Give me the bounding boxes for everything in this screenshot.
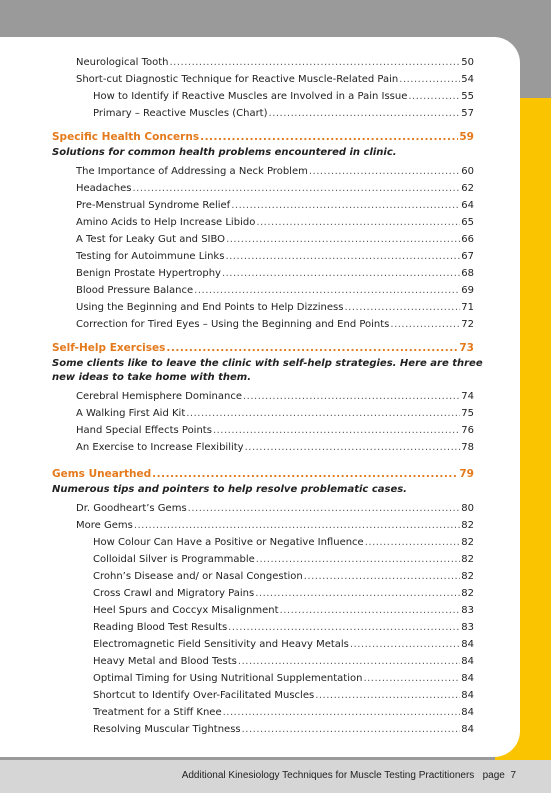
entry-title: Self-Help Exercises bbox=[52, 342, 166, 354]
dot-leader bbox=[231, 199, 460, 213]
entry-title: Benign Prostate Hypertrophy bbox=[76, 268, 221, 279]
entry-page-number: 57 bbox=[461, 108, 474, 119]
dot-leader bbox=[399, 73, 460, 87]
entry-page-number: 74 bbox=[461, 391, 474, 402]
entry-title: Pre-Menstrual Syndrome Relief bbox=[76, 200, 231, 211]
dot-leader bbox=[269, 107, 461, 121]
dot-leader bbox=[255, 587, 460, 601]
toc-entry[interactable] bbox=[93, 587, 474, 601]
dot-leader bbox=[344, 301, 460, 315]
section-description: Solutions for common health problems encountered in clinic. bbox=[52, 147, 397, 158]
entry-title: Electromagnetic Field Sensitivity and Heavy Metals bbox=[93, 639, 349, 650]
entry-title: A Walking First Aid Kit bbox=[76, 408, 186, 419]
entry-page-number: 62 bbox=[461, 183, 474, 194]
entry-page-number: 84 bbox=[461, 639, 474, 650]
entry-page-number: 67 bbox=[461, 251, 474, 262]
toc-entry[interactable] bbox=[93, 553, 474, 567]
toc-entry[interactable] bbox=[76, 390, 474, 404]
toc-entry[interactable] bbox=[76, 267, 474, 281]
toc-entry[interactable] bbox=[76, 502, 474, 516]
entry-page-number: 84 bbox=[461, 656, 474, 667]
entry-title: Short-cut Diagnostic Technique for Reactive Muscle-Related Pain bbox=[76, 74, 399, 85]
dot-leader bbox=[363, 672, 460, 686]
toc-entry[interactable] bbox=[76, 250, 474, 264]
dot-leader bbox=[238, 655, 460, 669]
entry-page-number: 59 bbox=[459, 131, 474, 143]
toc-entry[interactable] bbox=[93, 621, 474, 635]
dot-leader bbox=[166, 341, 458, 355]
dot-leader bbox=[256, 553, 461, 567]
entry-title: Treatment for a Stiff Knee bbox=[93, 707, 222, 718]
entry-page-number: 84 bbox=[461, 673, 474, 684]
toc-entry[interactable] bbox=[93, 638, 474, 652]
entry-title: Specific Health Concerns bbox=[52, 131, 200, 143]
entry-title: Headaches bbox=[76, 183, 132, 194]
entry-page-number: 83 bbox=[461, 605, 474, 616]
dot-leader bbox=[222, 267, 460, 281]
dot-leader bbox=[280, 604, 461, 618]
toc-entry[interactable] bbox=[76, 284, 474, 298]
footer-page-label: page bbox=[482, 770, 505, 781]
entry-page-number: 71 bbox=[461, 302, 474, 313]
entry-title: Hand Special Effects Points bbox=[76, 425, 212, 436]
toc-entry[interactable] bbox=[93, 570, 474, 584]
dot-leader bbox=[134, 519, 460, 533]
dot-leader bbox=[245, 441, 461, 455]
dot-leader bbox=[256, 216, 460, 230]
toc-entry[interactable] bbox=[93, 706, 474, 720]
entry-title: An Exercise to Increase Flexibility bbox=[76, 442, 244, 453]
entry-page-number: 64 bbox=[461, 200, 474, 211]
entry-page-number: 84 bbox=[461, 690, 474, 701]
entry-title: A Test for Leaky Gut and SIBO bbox=[76, 234, 226, 245]
entry-title: How Colour Can Have a Positive or Negative Influence bbox=[93, 537, 364, 548]
entry-page-number: 78 bbox=[461, 442, 474, 453]
entry-page-number: 73 bbox=[459, 342, 474, 354]
entry-page-number: 65 bbox=[461, 217, 474, 228]
dot-leader bbox=[213, 424, 460, 438]
dot-leader bbox=[243, 390, 460, 404]
toc-entry[interactable] bbox=[76, 216, 474, 230]
entry-title: Correction for Tired Eyes – Using the Beginning and End Points bbox=[76, 319, 390, 330]
dot-leader bbox=[350, 638, 460, 652]
dot-leader bbox=[228, 621, 460, 635]
toc-entry[interactable] bbox=[93, 90, 474, 104]
entry-page-number: 76 bbox=[461, 425, 474, 436]
toc-entry[interactable] bbox=[76, 56, 474, 70]
toc-entry[interactable] bbox=[76, 301, 474, 315]
toc-entry[interactable] bbox=[93, 536, 474, 550]
dot-leader bbox=[226, 233, 460, 247]
dot-leader bbox=[309, 165, 460, 179]
toc-entry[interactable] bbox=[93, 107, 474, 121]
entry-title: More Gems bbox=[76, 520, 133, 531]
footer-book-title: Additional Kinesiology Techniques for Muscle Testing Practitioners bbox=[181, 770, 475, 781]
section-heading[interactable] bbox=[52, 341, 474, 355]
entry-title: Amino Acids to Help Increase Libido bbox=[76, 217, 256, 228]
dot-leader bbox=[188, 502, 461, 516]
toc-entry[interactable] bbox=[76, 441, 474, 455]
dot-leader bbox=[200, 130, 458, 144]
toc-entry[interactable] bbox=[76, 519, 474, 533]
entry-page-number: 60 bbox=[461, 166, 474, 177]
entry-title: Using the Beginning and End Points to Help Dizziness bbox=[76, 302, 344, 313]
entry-page-number: 75 bbox=[461, 408, 474, 419]
dot-leader bbox=[242, 723, 461, 737]
section-heading[interactable] bbox=[52, 467, 474, 481]
entry-page-number: 79 bbox=[459, 468, 474, 480]
entry-page-number: 50 bbox=[461, 57, 474, 68]
dot-leader bbox=[223, 706, 461, 720]
entry-title: Shortcut to Identify Over-Facilitated Muscles bbox=[93, 690, 315, 701]
footer-text bbox=[182, 770, 516, 781]
entry-title: Reading Blood Test Results bbox=[93, 622, 228, 633]
toc-entry[interactable] bbox=[76, 199, 474, 213]
entry-title: Primary – Reactive Muscles (Chart) bbox=[93, 108, 268, 119]
section-description: Some clients like to leave the clinic with self-help strategies. Here are three new ideas to take home with them. bbox=[52, 358, 483, 383]
entry-title: The Importance of Addressing a Neck Problem bbox=[76, 166, 308, 177]
entry-title: Heavy Metal and Blood Tests bbox=[93, 656, 237, 667]
dot-leader bbox=[194, 284, 460, 298]
toc-entry[interactable] bbox=[76, 318, 474, 332]
dot-leader bbox=[132, 182, 460, 196]
entry-page-number: 55 bbox=[461, 91, 474, 102]
entry-title: Optimal Timing for Using Nutritional Supplementation bbox=[93, 673, 363, 684]
toc-entry[interactable] bbox=[93, 604, 474, 618]
toc-entry[interactable] bbox=[93, 689, 474, 703]
section-heading[interactable] bbox=[52, 130, 474, 144]
entry-title: Colloidal Silver is Programmable bbox=[93, 554, 255, 565]
entry-page-number: 82 bbox=[461, 520, 474, 531]
entry-page-number: 82 bbox=[461, 571, 474, 582]
dot-leader bbox=[408, 90, 460, 104]
toc-entry[interactable] bbox=[76, 165, 474, 179]
footer-page-number: 7 bbox=[510, 770, 516, 781]
entry-title: Neurological Tooth bbox=[76, 57, 169, 68]
dot-leader bbox=[186, 407, 460, 421]
footer-bar bbox=[0, 760, 551, 793]
entry-page-number: 82 bbox=[461, 537, 474, 548]
entry-page-number: 82 bbox=[461, 554, 474, 565]
toc-entry[interactable] bbox=[93, 655, 474, 669]
entry-page-number: 69 bbox=[461, 285, 474, 296]
entry-title: Cerebral Hemisphere Dominance bbox=[76, 391, 242, 402]
entry-title: Testing for Autoimmune Links bbox=[76, 251, 225, 262]
entry-page-number: 80 bbox=[461, 503, 474, 514]
dot-leader bbox=[390, 318, 460, 332]
dot-leader bbox=[152, 467, 458, 481]
entry-title: Heel Spurs and Coccyx Misalignment bbox=[93, 605, 279, 616]
toc-entry[interactable] bbox=[76, 233, 474, 247]
entry-page-number: 68 bbox=[461, 268, 474, 279]
entry-page-number: 82 bbox=[461, 588, 474, 599]
toc-entry[interactable] bbox=[76, 73, 474, 87]
entry-title: Crohn’s Disease and/ or Nasal Congestion bbox=[93, 571, 303, 582]
entry-page-number: 83 bbox=[461, 622, 474, 633]
toc-entry[interactable] bbox=[93, 672, 474, 686]
dot-leader bbox=[225, 250, 460, 264]
entry-title: Resolving Muscular Tightness bbox=[93, 724, 241, 735]
entry-page-number: 66 bbox=[461, 234, 474, 245]
section-description: Numerous tips and pointers to help resolve problematic cases. bbox=[52, 484, 407, 495]
entry-page-number: 72 bbox=[461, 319, 474, 330]
toc-entry[interactable] bbox=[76, 424, 474, 438]
toc-entry[interactable] bbox=[76, 407, 474, 421]
entry-page-number: 54 bbox=[461, 74, 474, 85]
dot-leader bbox=[315, 689, 460, 703]
entry-page-number: 84 bbox=[461, 724, 474, 735]
entry-title: How to Identify if Reactive Muscles are Involved in a Pain Issue bbox=[93, 91, 408, 102]
dot-leader bbox=[170, 56, 461, 70]
toc-entry[interactable] bbox=[76, 182, 474, 196]
dot-leader bbox=[304, 570, 461, 584]
entry-page-number: 84 bbox=[461, 707, 474, 718]
entry-title: Blood Pressure Balance bbox=[76, 285, 194, 296]
dot-leader bbox=[365, 536, 461, 550]
toc-entry[interactable] bbox=[93, 723, 474, 737]
entry-title: Cross Crawl and Migratory Pains bbox=[93, 588, 255, 599]
entry-title: Dr. Goodheart’s Gems bbox=[76, 503, 187, 514]
entry-title: Gems Unearthed bbox=[52, 468, 152, 480]
